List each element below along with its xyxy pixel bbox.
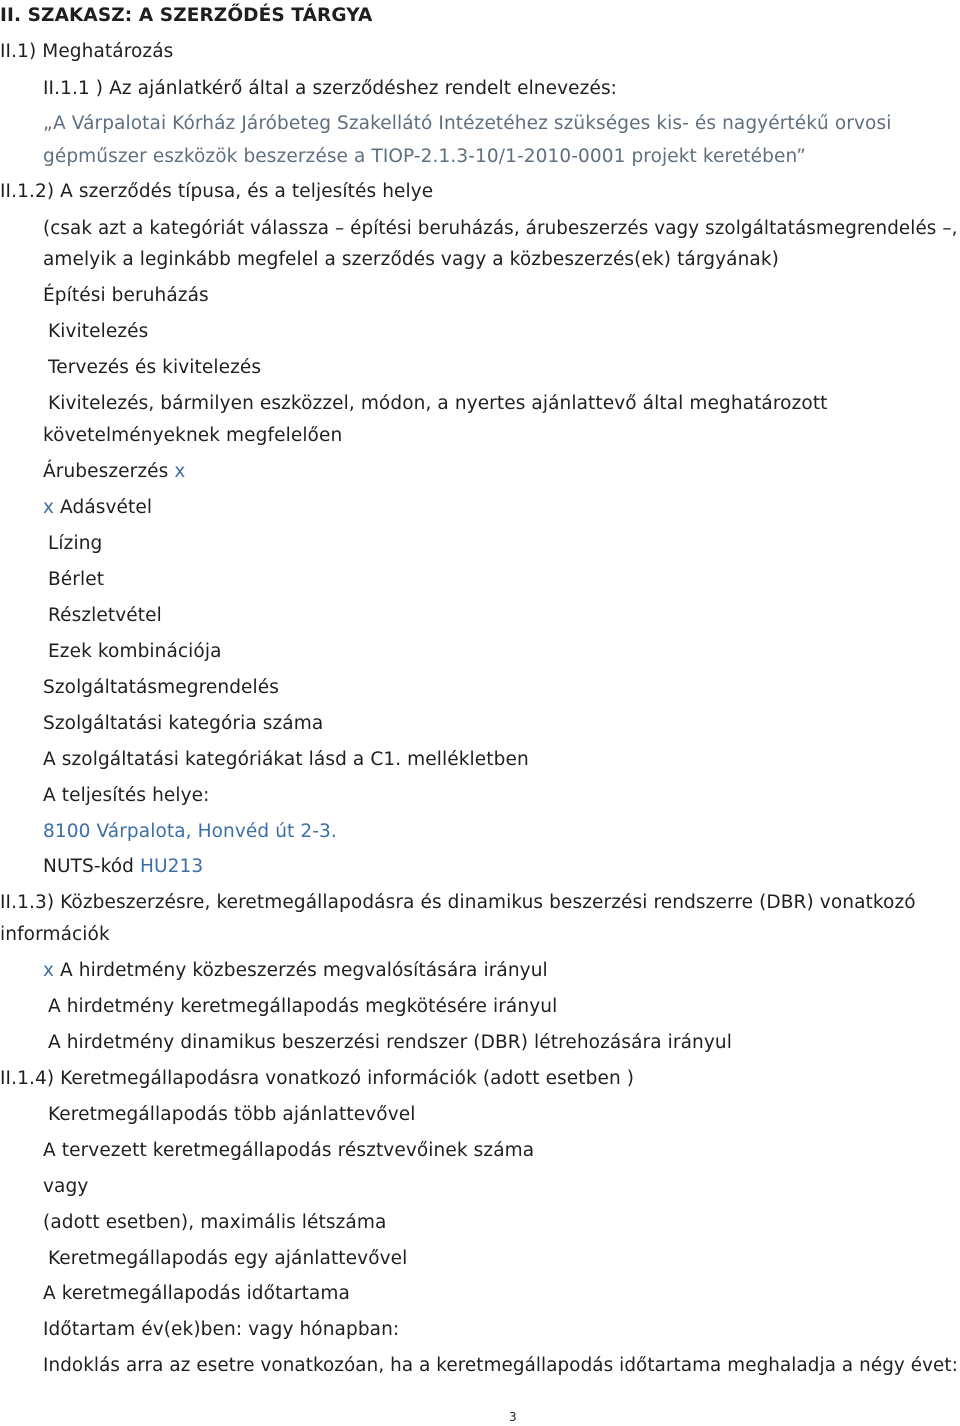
purchase-check-mark: x	[43, 497, 55, 518]
heading-ii-1-1: II.1.1 ) Az ajánlatkérő által a szerződéshez rendelt elnevezés:	[43, 78, 618, 99]
supplies-check-mark: x	[174, 461, 186, 482]
instruction-line-2: amelyik a leginkább megfelel a szerződés vagy a közbeszerzés(ek) tárgyának)	[43, 249, 779, 270]
rent-option: Bérlet	[48, 569, 105, 590]
services-label: Szolgáltatásmegrendelés	[43, 677, 279, 698]
purchase-row	[43, 496, 152, 520]
heading-ii-1-2-label: A szerződés típusa, és a teljesítés helye	[60, 181, 434, 202]
framework-agreement-option: A hirdetmény keretmegállapodás megkötésére irányul	[48, 996, 558, 1017]
works-option-any-means-line-2: követelményeknek megfelelően	[43, 425, 343, 446]
heading-ii-1-2	[0, 180, 433, 204]
public-contract-label: A hirdetmény közbeszerzés megvalósítására irányul	[60, 960, 548, 981]
framework-or: vagy	[43, 1176, 89, 1197]
nuts-code-row	[43, 855, 203, 879]
framework-duration-unit: Időtartam év(ek)ben: vagy hónapban:	[43, 1319, 400, 1340]
page-number: 3	[509, 1410, 517, 1424]
works-option-execution: Kivitelezés	[48, 321, 149, 342]
framework-single-operator: Keretmegállapodás egy ajánlattevővel	[48, 1248, 408, 1269]
place-of-performance-label: A teljesítés helye:	[43, 785, 210, 806]
contract-name-line-1: „A Várpalotai Kórház Járóbeteg Szakellátó Intézetéhez szükséges kis- és nagyértékű orvosi	[43, 113, 892, 134]
hire-purchase-option: Részletvétel	[48, 605, 162, 626]
works-label: Építési beruházás	[43, 285, 209, 306]
heading-ii-1-3-line-1: II.1.3) Közbeszerzésre, keretmegállapodásra és dinamikus beszerzési rendszerre (DBR) vonatkozó	[0, 892, 916, 913]
framework-participants-number: A tervezett keretmegállapodás résztvevőinek száma	[43, 1140, 535, 1161]
dps-option: A hirdetmény dinamikus beszerzési rendszer (DBR) létrehozására irányul	[48, 1032, 732, 1053]
service-category-label: Szolgáltatási kategória száma	[43, 713, 324, 734]
contract-name-line-2: gépműszer eszközök beszerzése a TIOP-2.1.3-10/1-2010-0001 projekt keretében”	[43, 146, 806, 167]
heading-ii-1-2-number: II.1.2)	[0, 181, 55, 202]
heading-ii-1-3-line-2: információk	[0, 924, 110, 945]
nuts-code-value: HU213	[140, 856, 204, 877]
nuts-code-label: NUTS-kód	[43, 856, 135, 877]
framework-duration-justification: Indoklás arra az esetre vonatkozóan, ha a keretmegállapodás időtartama meghaladja a négy évet:	[43, 1355, 958, 1376]
public-contract-check-mark: x	[43, 960, 55, 981]
heading-ii-1: II.1) Meghatározás	[0, 41, 174, 62]
combination-option: Ezek kombinációja	[48, 641, 222, 662]
public-contract-row	[43, 959, 548, 983]
framework-maximum-number: (adott esetben), maximális létszáma	[43, 1212, 387, 1233]
lease-option: Lízing	[48, 533, 103, 554]
purchase-label: Adásvétel	[60, 497, 153, 518]
service-category-note: A szolgáltatási kategóriákat lásd a C1. mellékletben	[43, 749, 529, 770]
section-title: II. SZAKASZ: A SZERZŐDÉS TÁRGYA	[0, 5, 373, 26]
works-option-design-execution: Tervezés és kivitelezés	[48, 357, 262, 378]
framework-duration-label: A keretmegállapodás időtartama	[43, 1283, 350, 1304]
supplies-row	[43, 460, 185, 484]
instruction-line-1: (csak azt a kategóriát válassza – építési beruházás, árubeszerzés vagy szolgáltatásmegrendelés –,	[43, 218, 958, 239]
heading-ii-1-4: II.1.4) Keretmegállapodásra vonatkozó információk (adott esetben )	[0, 1068, 635, 1089]
supplies-label: Árubeszerzés	[43, 461, 169, 482]
works-option-any-means-line-1: Kivitelezés, bármilyen eszközzel, módon, a nyertes ajánlattevő által meghatározott	[48, 393, 828, 414]
framework-multiple-operators: Keretmegállapodás több ajánlattevővel	[48, 1104, 416, 1125]
place-of-performance-value: 8100 Várpalota, Honvéd út 2-3.	[43, 821, 337, 842]
